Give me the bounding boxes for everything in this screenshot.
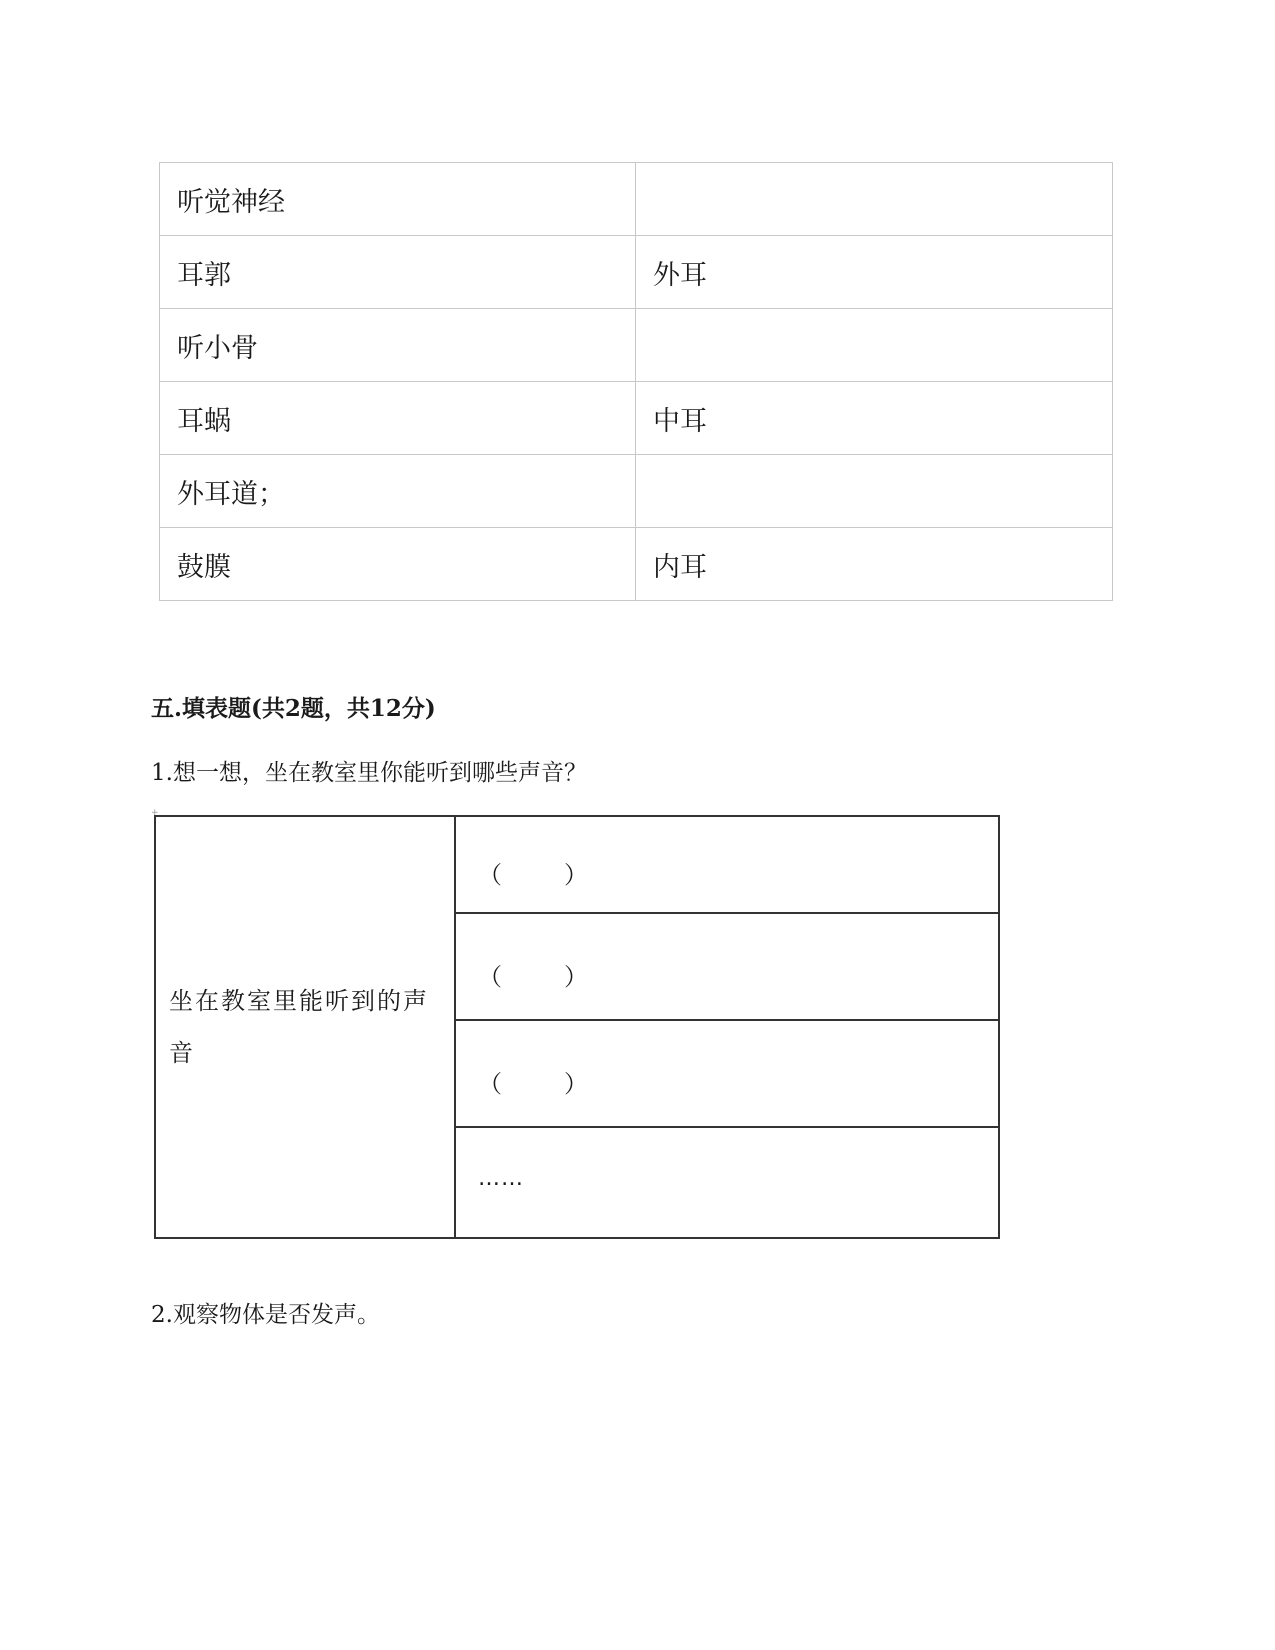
table-cell: 听小骨 <box>160 309 636 382</box>
ellipsis-text: …… <box>478 1165 524 1191</box>
anchor-mark: + <box>151 808 159 818</box>
table-cell <box>636 455 1113 528</box>
table-cell: 听觉神经 <box>160 163 636 236</box>
blank-answer-cell[interactable]: （ ） <box>455 816 999 913</box>
ellipsis-cell[interactable] <box>455 1127 999 1238</box>
table-row <box>160 382 1113 455</box>
table-row <box>160 309 1113 382</box>
table-cell: 内耳 <box>636 528 1113 601</box>
table-cell: 耳郭 <box>160 236 636 309</box>
table-cell: 外耳道； <box>160 455 636 528</box>
table-cell <box>636 163 1113 236</box>
table-cell <box>636 309 1113 382</box>
table-row <box>160 163 1113 236</box>
table-cell: 中耳 <box>636 382 1113 455</box>
blank-answer-cell[interactable]: （ ） <box>455 913 999 1020</box>
ear-parts-table <box>159 162 1113 601</box>
table-row <box>160 455 1113 528</box>
table-row <box>160 236 1113 309</box>
classroom-sounds-table <box>154 815 1000 1239</box>
table-cell: 鼓膜 <box>160 528 636 601</box>
table-cell: 耳蜗 <box>160 382 636 455</box>
question-2-text: 2.观察物体是否发声。 <box>151 1302 380 1328</box>
sounds-label-cell: 坐在教室里能听到的声音 <box>155 816 455 1238</box>
blank-answer-cell[interactable]: （ ） <box>455 1020 999 1127</box>
table-row <box>160 528 1113 601</box>
table-row <box>155 816 999 913</box>
section-title: 五.填表题(共2题，共12分) <box>151 695 436 722</box>
question-1-text: 1.想一想，坐在教室里你能听到哪些声音？ <box>151 760 587 786</box>
table-cell: 外耳 <box>636 236 1113 309</box>
